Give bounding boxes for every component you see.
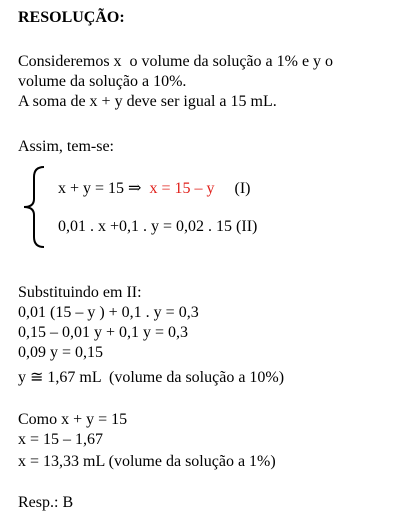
equation-1-highlight: x = 15 – y: [149, 180, 215, 197]
curly-brace-icon: [14, 165, 54, 249]
equation-1-tag: (I): [214, 180, 251, 197]
conclusion-result: x = 13,33 mL (volume da solução a 1%): [18, 453, 276, 470]
equation-1: [58, 179, 250, 199]
intro-line-1: Consideremos x o volume da solução a 1% e y o: [18, 53, 334, 70]
page-title: RESOLUÇÃO:: [18, 9, 125, 26]
conclusion-step: x = 15 – 1,67: [18, 431, 104, 448]
intro-line-2: volume da solução a 10%.: [18, 73, 187, 90]
substitution-step: 0,09 y = 0,15: [18, 344, 104, 361]
equation-2: 0,01 . x +0,1 . y = 0,02 . 15 (II): [58, 218, 258, 235]
equation-1-left: x + y = 15 ⇒: [58, 180, 150, 197]
substitution-result: y ≅ 1,67 mL (volume da solução a 10%): [18, 369, 285, 386]
substitution-heading: Substituindo em II:: [18, 284, 142, 301]
assim-label: Assim, tem-se:: [18, 138, 114, 155]
substitution-step: 0,15 – 0,01 y + 0,1 y = 0,3: [18, 324, 189, 341]
answer: Resp.: B: [18, 494, 74, 511]
conclusion-heading: Como x + y = 15: [18, 411, 128, 428]
substitution-step: 0,01 (15 – y ) + 0,1 . y = 0,3: [18, 304, 199, 321]
intro-line-3: A soma de x + y deve ser igual a 15 mL.: [18, 93, 277, 110]
